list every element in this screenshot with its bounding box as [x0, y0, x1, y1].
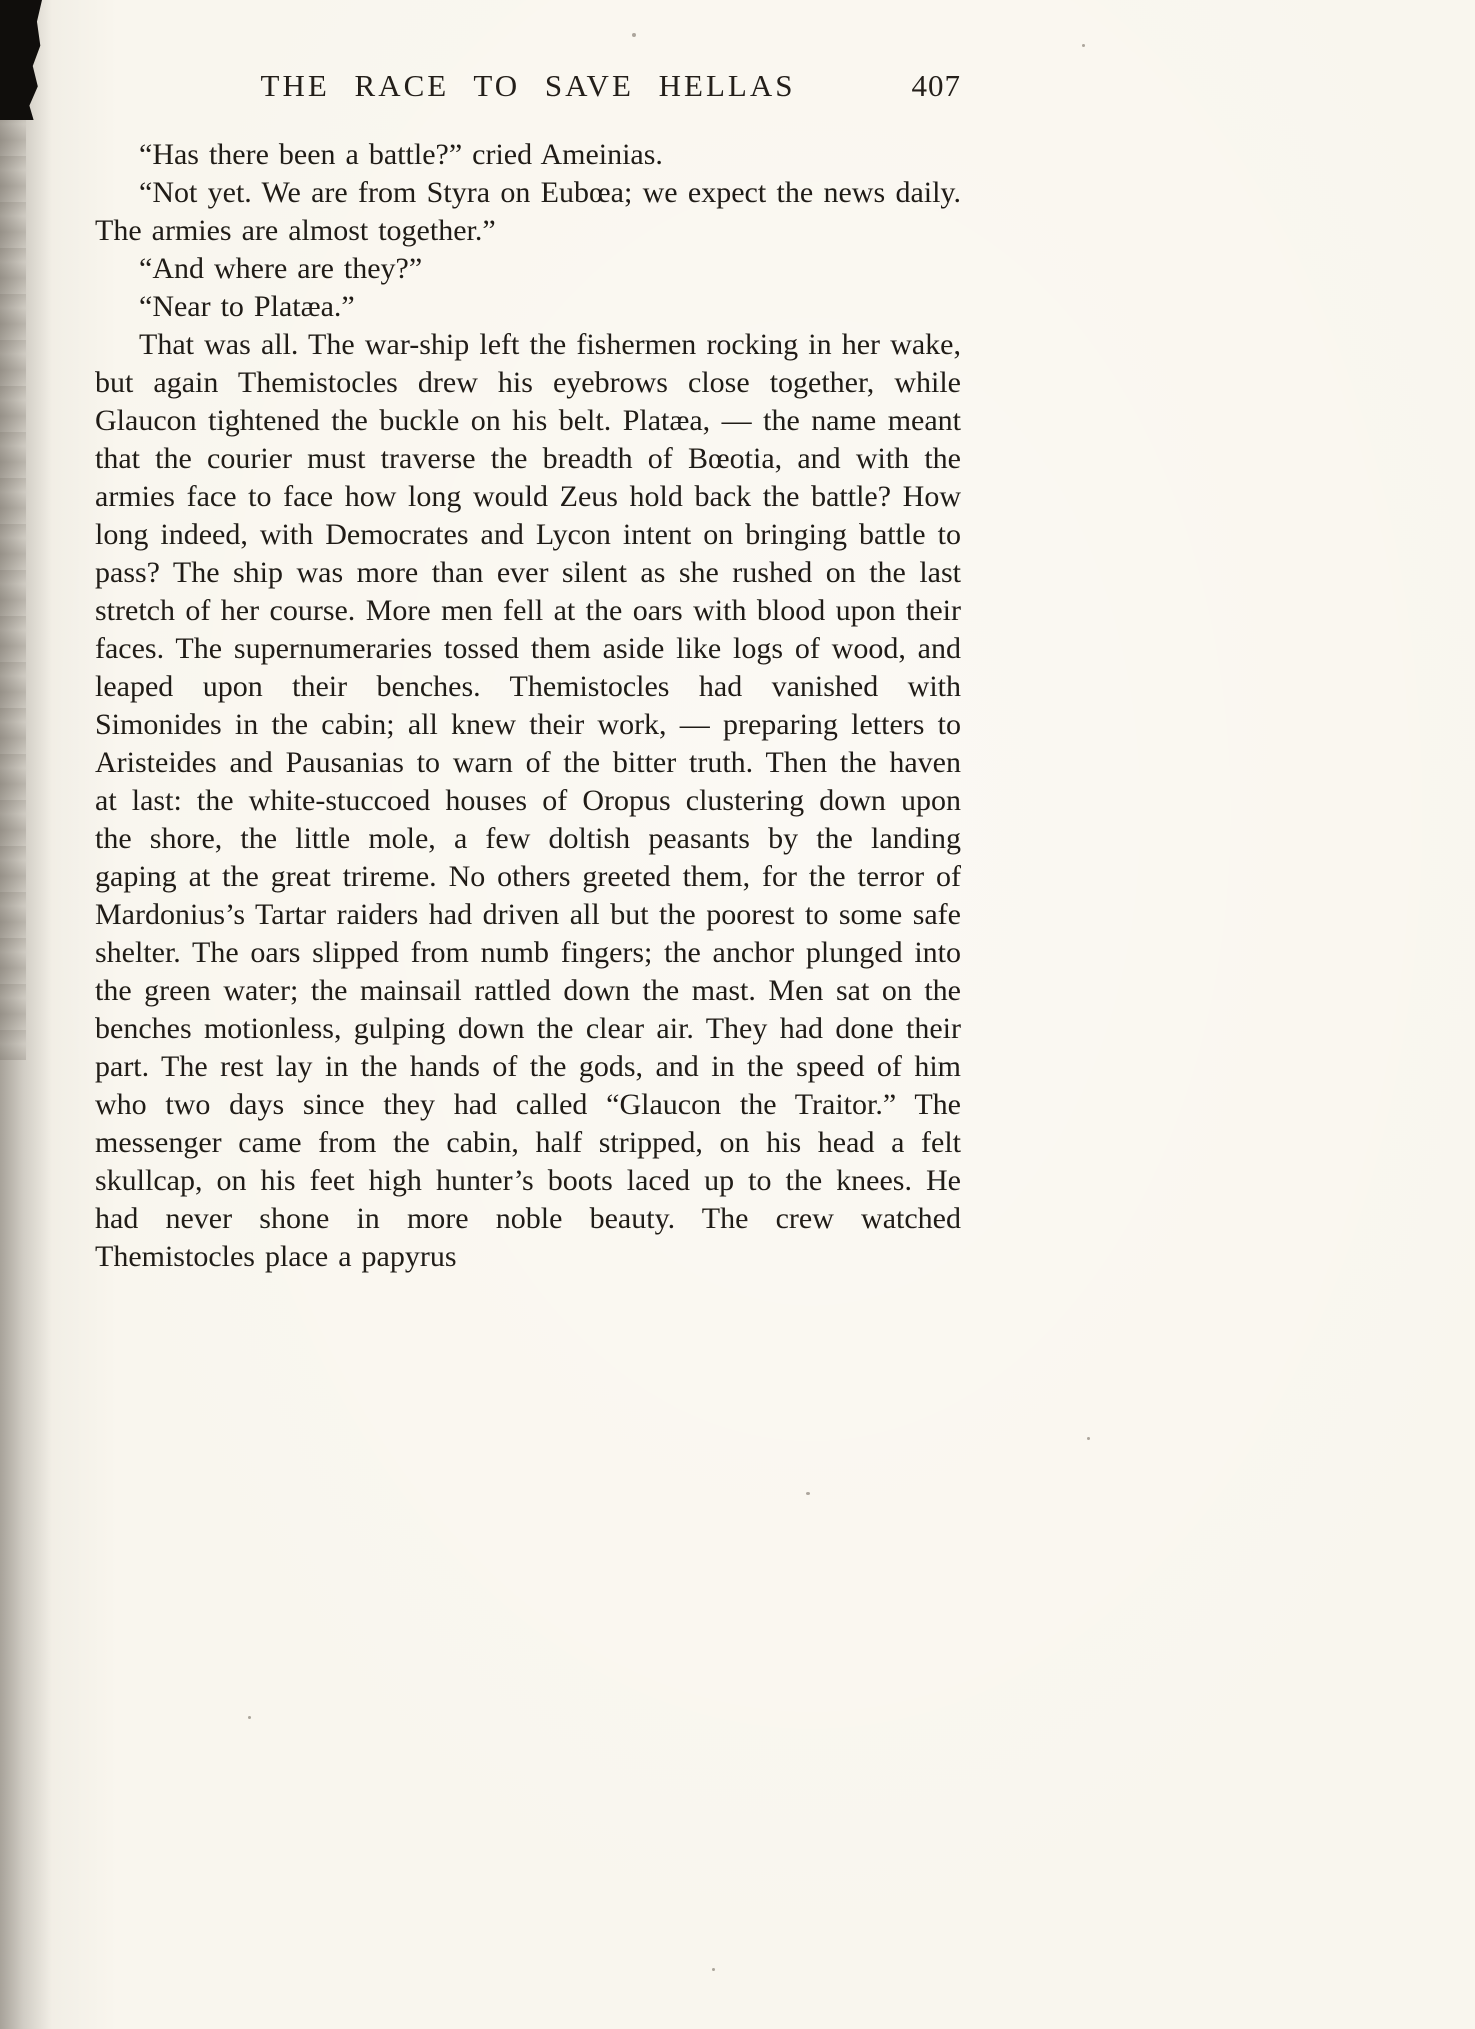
- body-paragraph: That was all. The war-ship left the fishermen rocking in her wake, but again Themistocles drew his eyebrows close together, while Glaucon tightened the buckle on his belt. Platæa, — the name meant that the courier must traverse the breadth of Bœotia, and with the armies face to face how long would Zeus hold back the battle? How long indeed, with Democrates and Lycon intent on bringing battle to pass? The ship was more than ever silent as she rushed on the last stretch of her course. More men fell at the oars with blood upon their faces. The supernumeraries tossed them aside like logs of wood, and leaped upon their benches. Themistocles had vanished with Simonides in the cabin; all knew their work, — preparing letters to Aristeides and Pausanias to warn of the bitter truth. Then the haven at last: the white-stuccoed houses of Oropus clustering down upon the shore, the little mole, a few doltish peasants by the landing gaping at the great trireme. No others greeted them, for the terror of Mardonius’s Tartar raiders had driven all but the poorest to some safe shelter. The oars slipped from numb fingers; the anchor plunged into the green water; the mainsail rattled down the mast. Men sat on the benches motionless, gulping down the clear air. They had done their part. The rest lay in the hands of the gods, and in the speed of him who two days since they had called “Glaucon the Traitor.” The messenger came from the cabin, half stripped, on his head a felt skullcap, on his feet high hunter’s boots laced up to the knees. He had never shone in more noble beauty. The crew watched Themistocles place a papyrus: [95, 328, 961, 1273]
- scan-speckle: [1082, 44, 1085, 47]
- page-number: 407: [911, 68, 961, 103]
- scan-speckle: [712, 1968, 715, 1971]
- scan-speckle: [632, 33, 636, 37]
- body-paragraph: “Near to Platæa.”: [139, 290, 355, 323]
- running-header-title: THE RACE TO SAVE HELLAS: [260, 68, 796, 103]
- body-paragraph: “And where are they?”: [139, 252, 423, 285]
- body-paragraph: “Has there been a battle?” cried Ameinias.: [139, 138, 663, 171]
- scan-speckle: [248, 1716, 251, 1719]
- body-text: [95, 136, 961, 1276]
- body-paragraph: “Not yet. We are from Styra on Eubœa; we expect the news daily. The armies are almost together.”: [95, 176, 961, 247]
- binding-texture: [0, 110, 26, 1060]
- scan-speckle: [806, 1492, 810, 1495]
- scan-speckle: [1087, 1437, 1090, 1440]
- running-header: [95, 68, 961, 110]
- binding-shadow: [0, 0, 52, 2029]
- ink-blot-artifact: [0, 0, 42, 120]
